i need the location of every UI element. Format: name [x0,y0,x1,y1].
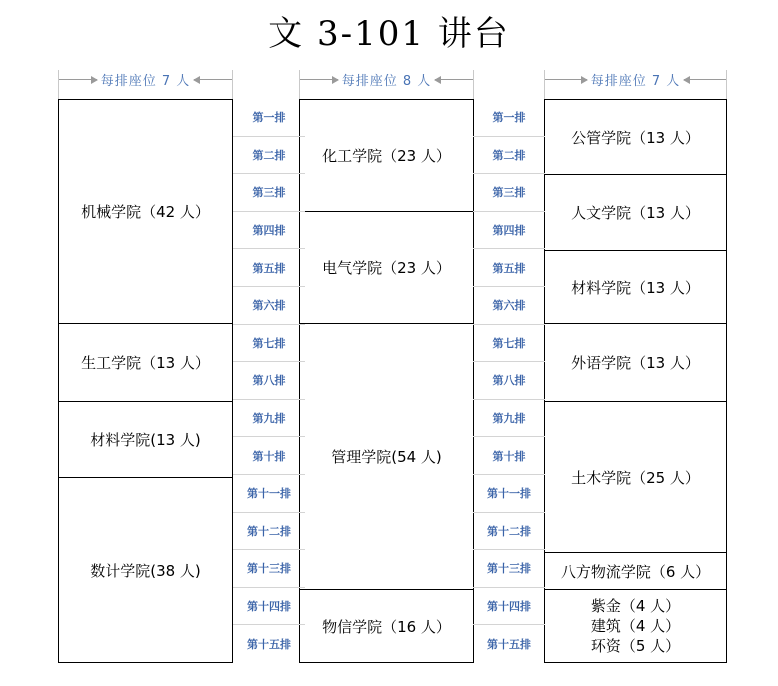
block-label: 物信学院（16 人） [322,617,451,636]
guide-line [58,70,59,100]
row-label-left: 第三排 [233,174,305,212]
row-label-right: 第十二排 [473,513,545,551]
left-block-math-cs [58,477,233,663]
right-header [544,68,727,90]
middle-header-label: 每排座位 8 人 [341,73,432,89]
block-label: 机械学院（42 人） [81,203,210,221]
block-label: 材料学院（13 人） [571,278,700,297]
right-block-civil [544,401,727,553]
row-label-right: 第十排 [473,437,545,475]
right-header-label: 每排座位 7 人 [590,73,681,89]
right-block-humanities [544,174,727,251]
block-label: 材料学院(13 人) [90,431,201,449]
left-header-label: 每排座位 7 人 [100,73,191,89]
guide-line [473,70,474,100]
block-label-environment: 环资（5 人） [590,637,681,655]
block-label: 公管学院（13 人） [571,128,700,147]
middle-block-management [299,323,474,590]
row-label-right: 第六排 [473,287,545,325]
block-label-architecture: 建筑（4 人） [590,617,681,635]
row-label-right: 第十三排 [473,550,545,588]
row-label-right: 第五排 [473,249,545,287]
row-label-left: 第十一排 [233,475,305,513]
row-label-left: 第十二排 [233,513,305,551]
guide-line [232,70,233,100]
left-block-mechanical [58,99,233,324]
middle-block-chemical [299,99,474,212]
block-label: 外语学院（13 人） [571,354,700,372]
block-label: 化工学院（23 人） [322,147,451,165]
row-label-right: 第八排 [473,362,545,400]
row-label-left: 第十排 [233,437,305,475]
block-label: 数计学院(38 人) [90,561,201,580]
row-label-left: 第十五排 [247,638,291,652]
middle-block-physics-info [299,589,474,663]
row-label-right: 第一排 [473,99,545,137]
page-title: 文 3-101 讲台 [268,14,510,54]
row-label-left: 第五排 [233,249,305,287]
row-label-left: 第六排 [233,287,305,325]
row-label-left: 第十三排 [233,550,305,588]
block-label: 管理学院(54 人) [331,448,442,466]
middle-header [299,68,474,90]
row-label-left: 第一排 [233,99,305,137]
row-label-right: 第七排 [473,325,545,363]
row-label-left: 第四排 [233,212,305,250]
row-label-right: 第九排 [473,400,545,438]
row-label-right: 第三排 [473,174,545,212]
row-label-left: 第七排 [233,325,305,363]
right-block-materials [544,250,727,324]
block-label: 电气学院（23 人） [322,259,451,277]
middle-block-electrical [299,211,474,324]
row-label-right: 第十五排 [487,638,531,652]
block-label: 人文学院（13 人） [571,204,700,222]
right-block-foreign-lang [544,323,727,402]
row-label-left: 第二排 [233,137,305,175]
block-label: 八方物流学院（6 人） [560,562,711,581]
row-label-right: 第二排 [473,137,545,175]
row-label-left: 第十四排 [233,588,305,626]
guide-line [299,70,300,100]
row-label-right: 第十一排 [473,475,545,513]
guide-line [726,70,727,100]
left-block-materials [58,401,233,478]
left-block-bioeng [58,323,233,402]
row-label-left: 第九排 [233,400,305,438]
row-label-right: 第四排 [473,212,545,250]
row-label-right: 第十四排 [473,588,545,626]
guide-line [544,70,545,100]
block-label-zijin: 紫金（4 人） [590,597,681,615]
block-label: 土木学院（25 人） [571,468,700,487]
left-header [58,68,233,90]
right-block-logistics [544,552,727,590]
right-block-combined [544,589,727,663]
right-block-public-admin [544,99,727,175]
row-label-left: 第八排 [233,362,305,400]
block-label: 生工学院（13 人） [81,354,210,372]
